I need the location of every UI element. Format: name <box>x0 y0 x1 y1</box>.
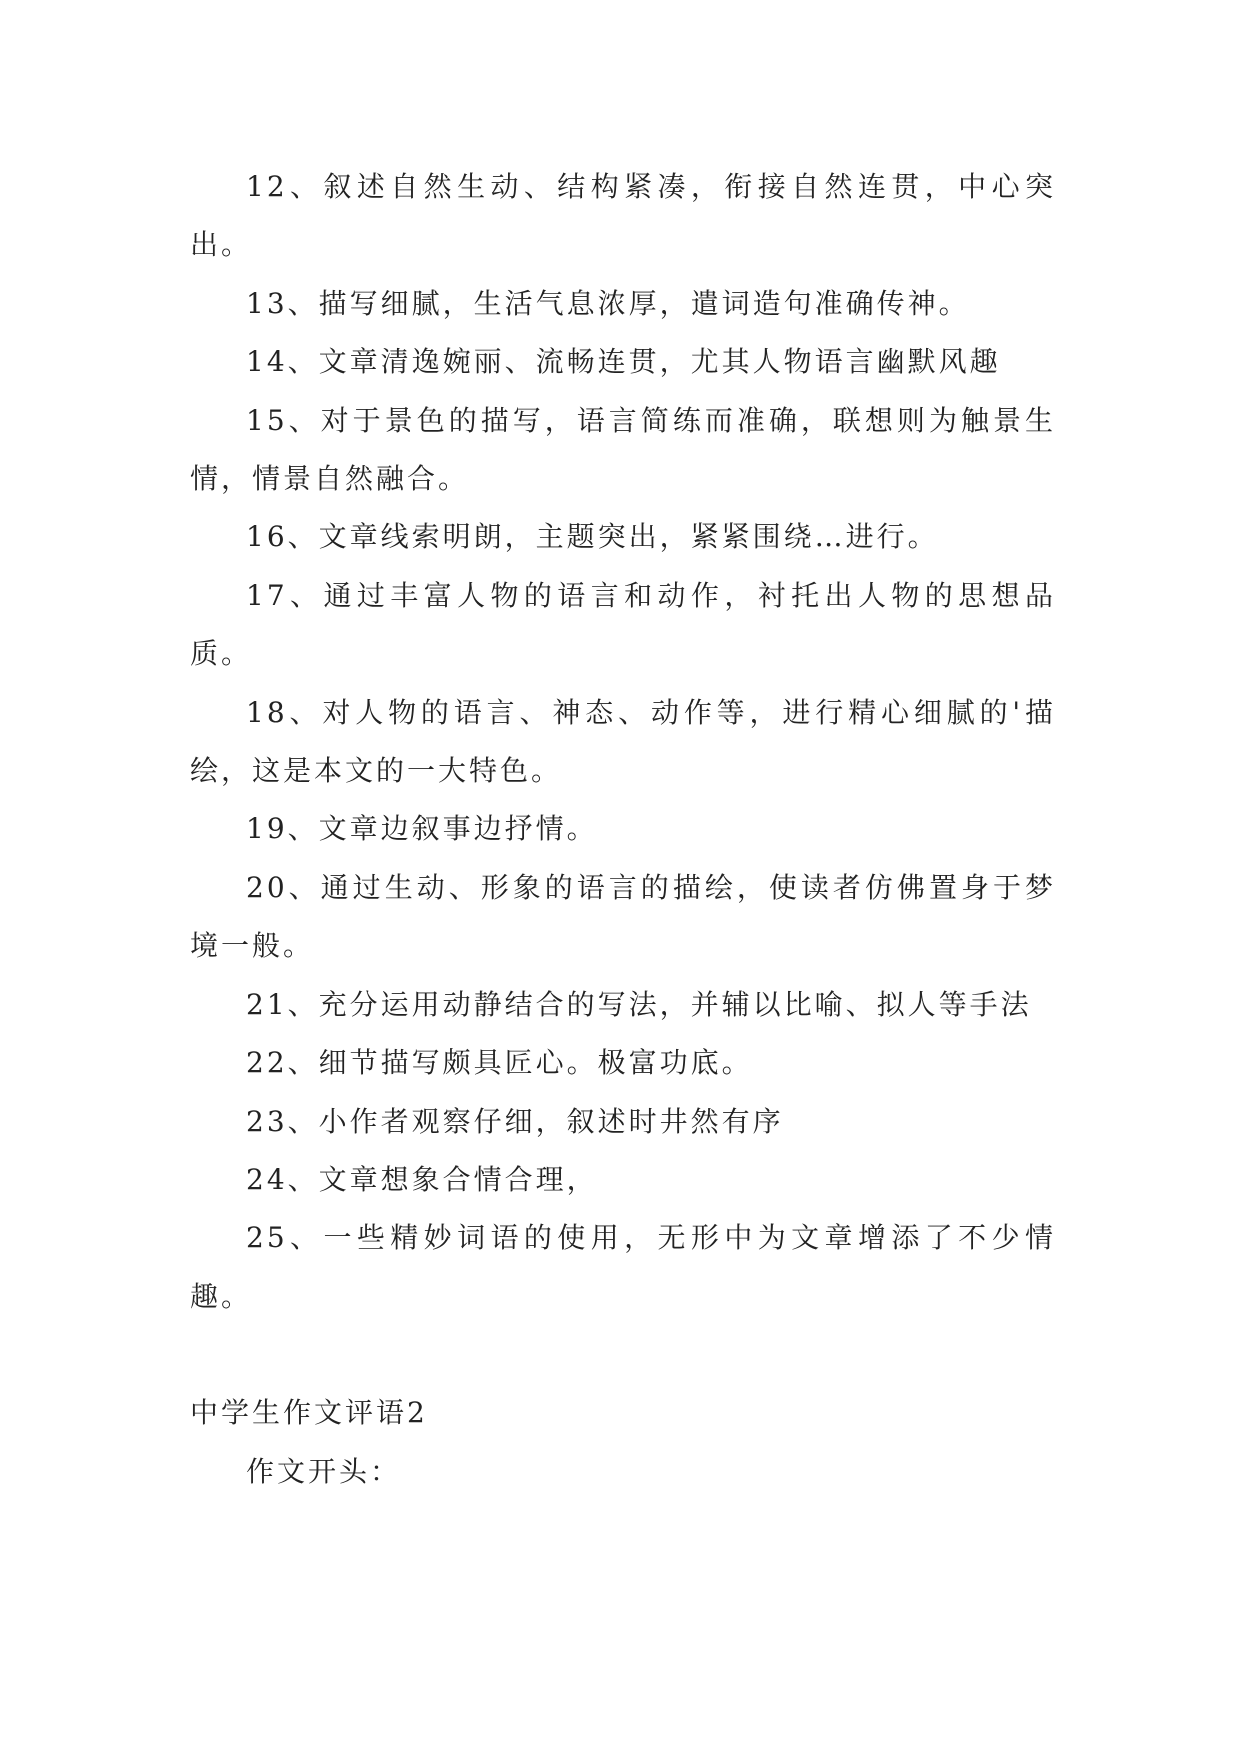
paragraph-12: 12、叙述自然生动、结构紧凑，衔接自然连贯，中心突出。 <box>190 170 1056 262</box>
paragraph-24: 24、文章想象合情合理， <box>246 1162 598 1196</box>
paragraph-23: 23、小作者观察仔细，叙述时井然有序 <box>246 1104 784 1138</box>
paragraph-25: 25、一些精妙词语的使用，无形中为文章增添了不少情趣。 <box>190 1221 1056 1313</box>
paragraph-17: 17、通过丰富人物的语言和动作，衬托出人物的思想品质。 <box>190 578 1056 671</box>
paragraph-21: 21、充分运用动静结合的写法，并辅以比喻、拟人等手法 <box>246 987 1032 1021</box>
paragraph-13: 13、描写细腻，生活气息浓厚，遣词造句准确传神。 <box>246 286 970 320</box>
paragraph-16: 16、文章线索明朗，主题突出，紧紧围绕…进行。 <box>246 520 939 554</box>
paragraph-15: 15、对于景色的描写，语言简练而准确，联想则为触景生情，情景自然融合。 <box>190 403 1056 496</box>
section-heading: 中学生作文评语2 <box>190 1396 428 1430</box>
section-spacer <box>190 1326 1056 1384</box>
sub-heading: 作文开头： <box>246 1454 402 1488</box>
paragraph-19: 19、文章边叙事边抒情。 <box>246 812 598 846</box>
document-body <box>190 158 1056 1501</box>
paragraph-14: 14、文章清逸婉丽、流畅连贯，尤其人物语言幽默风趣 <box>246 345 1001 379</box>
paragraph-22: 22、细节描写颇具匠心。极富功底。 <box>246 1046 753 1080</box>
paragraph-20: 20、通过生动、形象的语言的描绘，使读者仿佛置身于梦境一般。 <box>190 870 1056 963</box>
paragraph-18: 18、对人物的语言、神态、动作等，进行精心细腻的'描绘，这是本文的一大特色。 <box>190 695 1056 788</box>
